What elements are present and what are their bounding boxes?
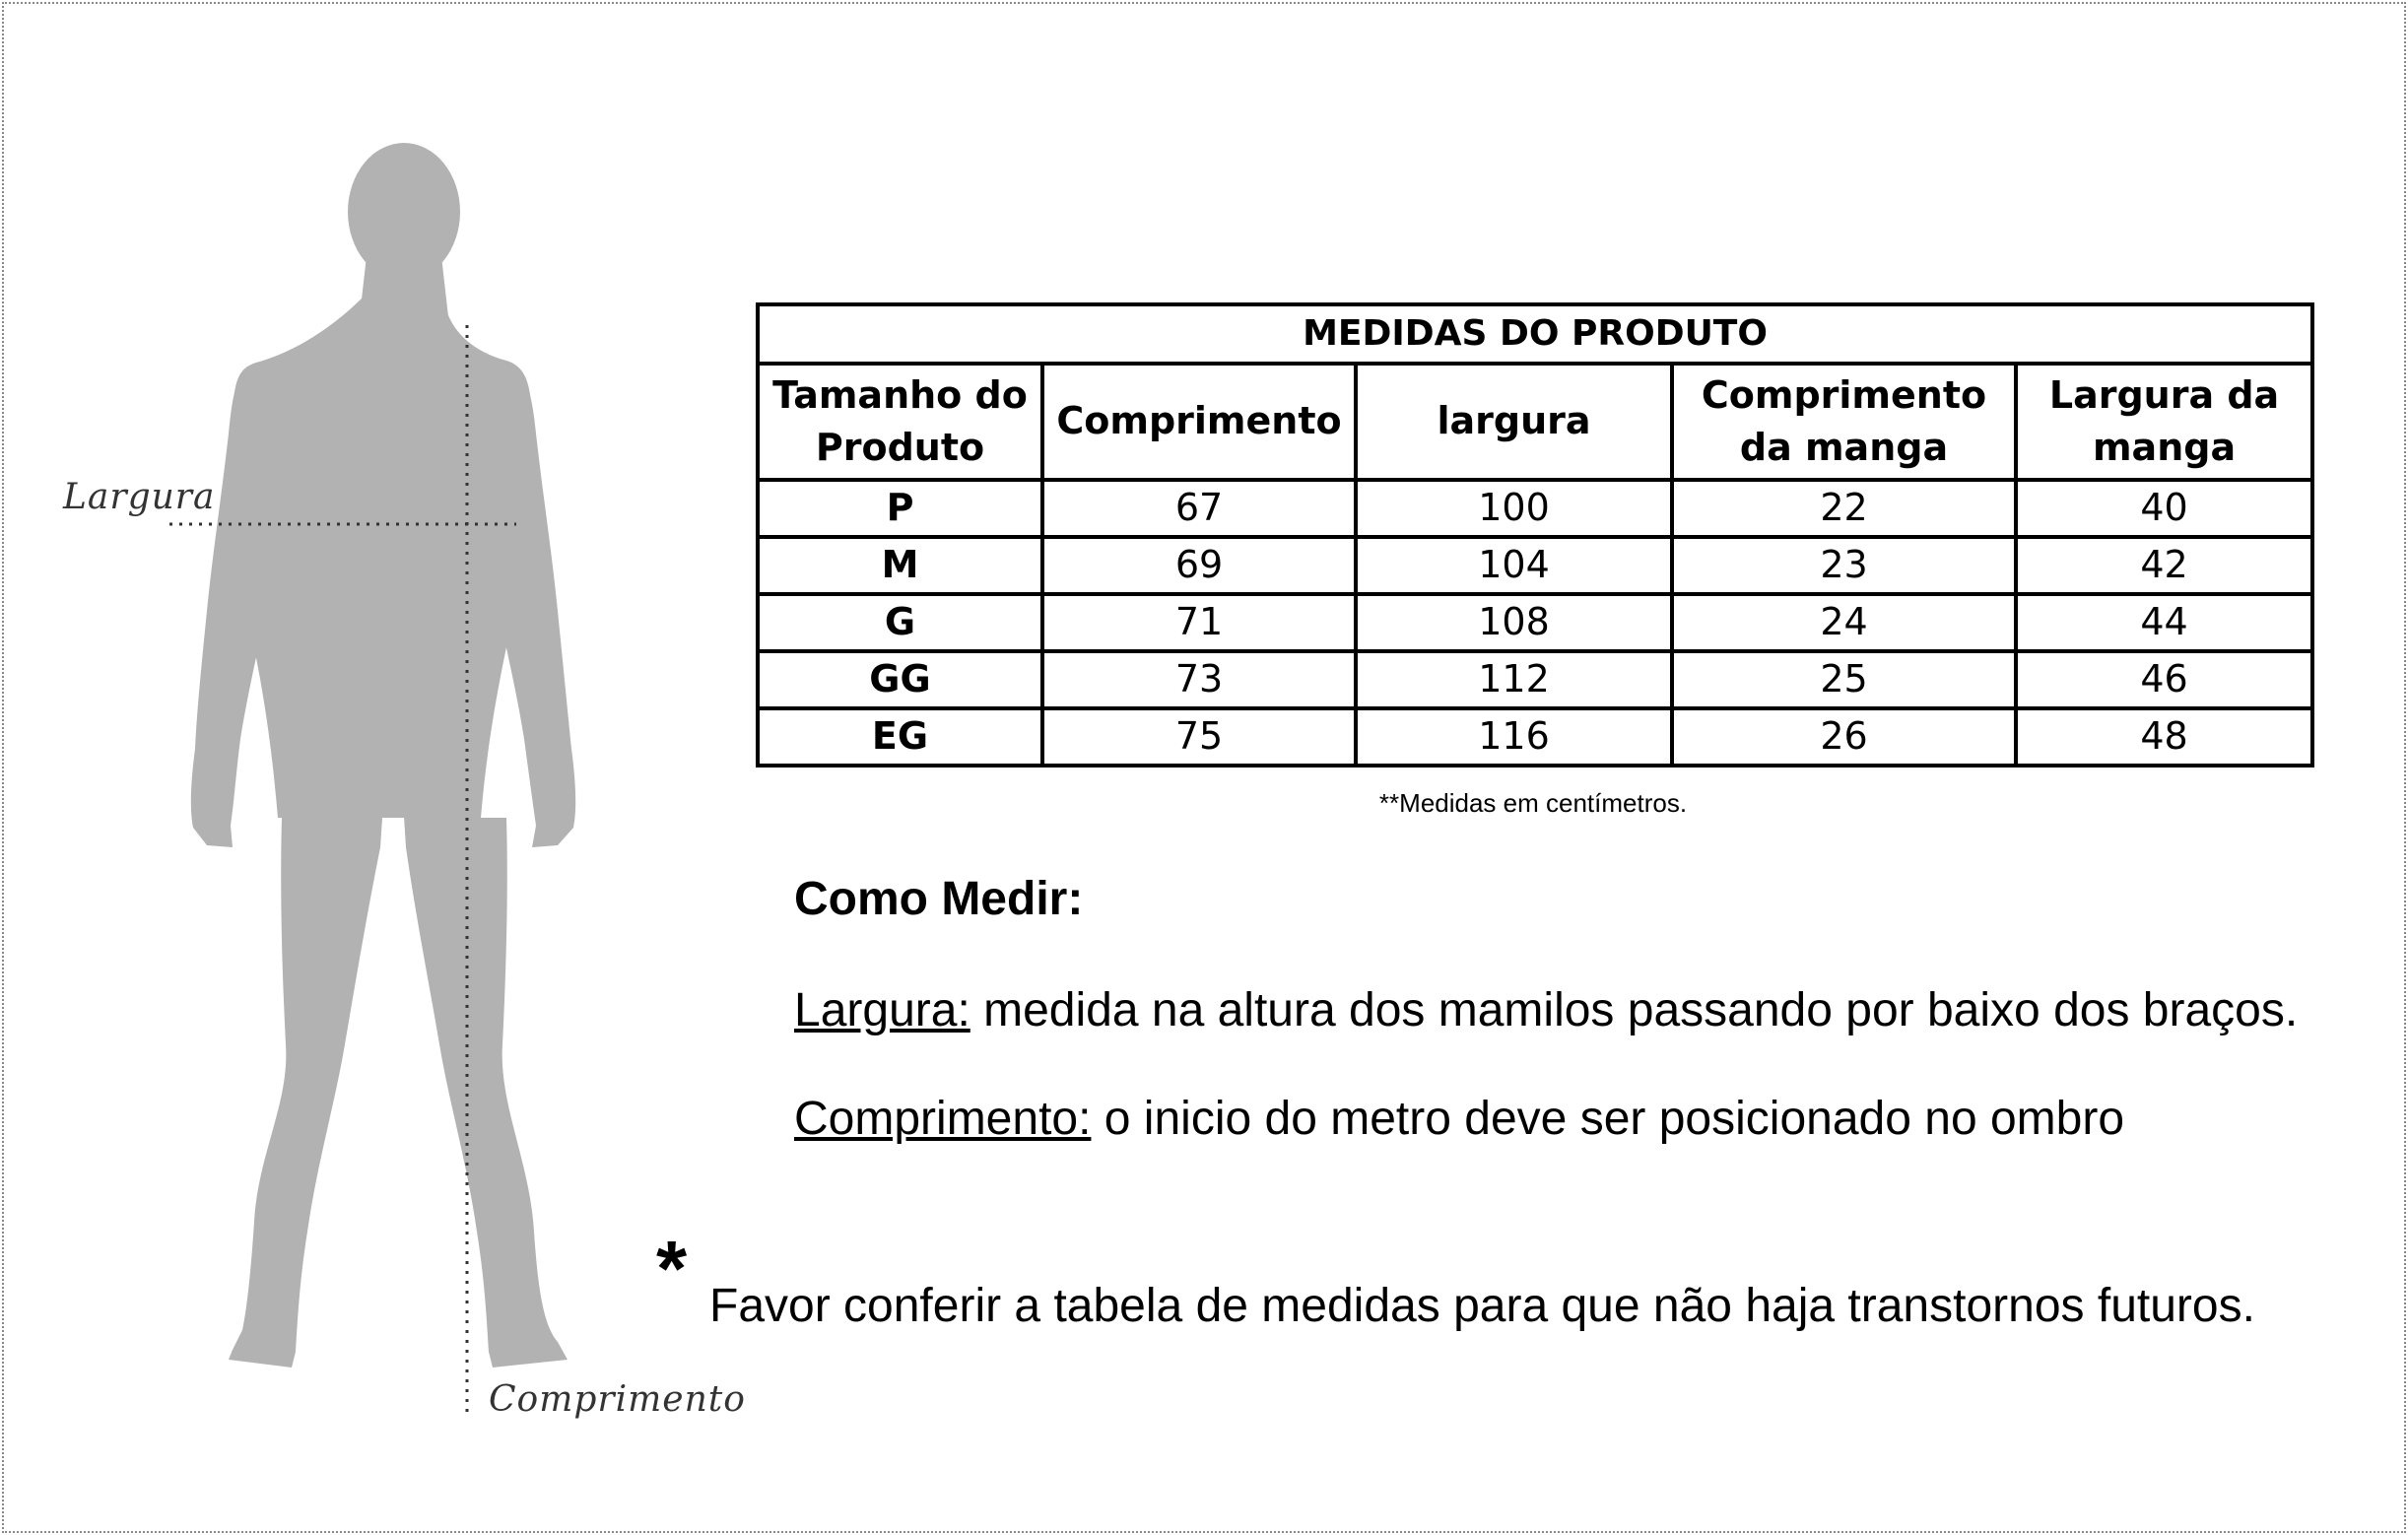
header-length: Comprimento	[1042, 364, 1356, 480]
sleeve-width-cell: 46	[2016, 651, 2312, 708]
how-to-measure-title: Como Medir:	[794, 873, 1084, 925]
length-cell: 71	[1042, 594, 1356, 651]
sleeve-width-cell: 42	[2016, 537, 2312, 594]
sleeve-length-cell: 25	[1672, 651, 2016, 708]
asterisk-icon: *	[656, 1225, 688, 1312]
size-cell: G	[758, 594, 1042, 651]
header-width: largura	[1356, 364, 1672, 480]
table-title: MEDIDAS DO PRODUTO	[758, 304, 2312, 364]
table-row	[758, 537, 2312, 594]
table-row	[758, 594, 2312, 651]
sleeve-width-cell: 48	[2016, 708, 2312, 766]
sleeve-width-cell: 40	[2016, 480, 2312, 537]
table-row	[758, 480, 2312, 537]
measurement-figure	[0, 0, 749, 1535]
width-cell: 108	[1356, 594, 1672, 651]
width-text: medida na altura dos mamilos passando por baixo dos braços.	[970, 984, 2299, 1036]
length-cell: 73	[1042, 651, 1356, 708]
length-cell: 75	[1042, 708, 1356, 766]
table-row	[758, 708, 2312, 766]
width-guide-label: Largura	[63, 477, 216, 517]
sleeve-length-cell: 22	[1672, 480, 2016, 537]
length-cell: 69	[1042, 537, 1356, 594]
size-cell: EG	[758, 708, 1042, 766]
size-cell: GG	[758, 651, 1042, 708]
size-table	[756, 302, 2314, 768]
units-note: **Medidas em centímetros.	[1378, 788, 1688, 818]
width-cell: 112	[1356, 651, 1672, 708]
table-row	[758, 651, 2312, 708]
length-guide-label: Comprimento	[489, 1379, 746, 1420]
width-term: Largura:	[794, 984, 970, 1036]
sleeve-length-cell: 24	[1672, 594, 2016, 651]
length-cell: 67	[1042, 480, 1356, 537]
header-size: Tamanho do Produto	[758, 364, 1042, 480]
size-cell: M	[758, 537, 1042, 594]
sleeve-length-cell: 26	[1672, 708, 2016, 766]
size-cell: P	[758, 480, 1042, 537]
header-sleeve-width: Largura da manga	[2016, 364, 2312, 480]
width-cell: 116	[1356, 708, 1672, 766]
length-text: o inicio do metro deve ser posicionado no ombro	[1091, 1093, 2125, 1145]
human-silhouette-icon	[0, 0, 749, 1535]
footnote-text: Favor conferir a tabela de medidas para que não haja transtornos futuros.	[709, 1280, 2255, 1332]
length-term: Comprimento:	[794, 1093, 1092, 1145]
sleeve-width-cell: 44	[2016, 594, 2312, 651]
width-instruction	[794, 983, 2298, 1037]
width-cell: 104	[1356, 537, 1672, 594]
length-instruction	[794, 1092, 2124, 1146]
sleeve-length-cell: 23	[1672, 537, 2016, 594]
width-cell: 100	[1356, 480, 1672, 537]
header-sleeve-length: Comprimento da manga	[1672, 364, 2016, 480]
